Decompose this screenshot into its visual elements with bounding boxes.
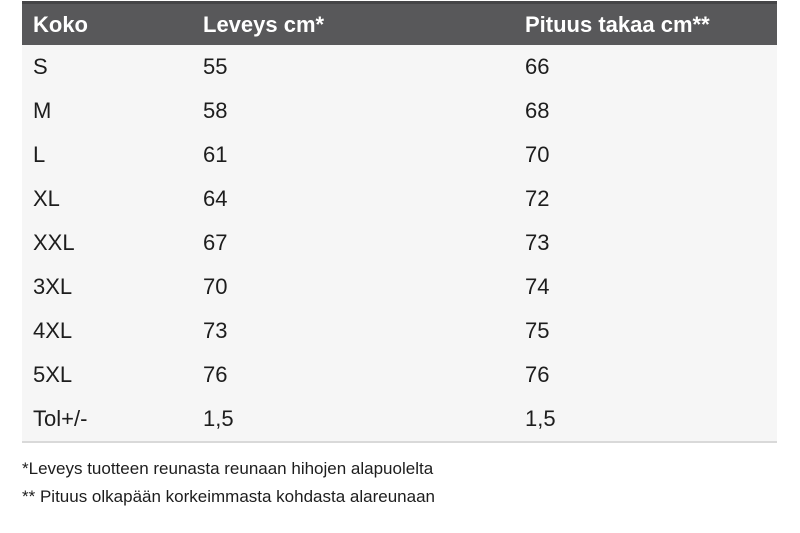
column-header-size: Koko: [33, 11, 88, 37]
table-row: [22, 265, 777, 309]
table-body: [22, 45, 777, 441]
length-cell: 68: [525, 98, 550, 123]
length-cell: 73: [525, 230, 550, 255]
length-cell: 66: [525, 54, 550, 79]
length-cell: 72: [525, 186, 550, 211]
width-cell: 55: [203, 54, 228, 79]
width-cell: 58: [203, 98, 228, 123]
table-header-row: [22, 1, 777, 45]
width-cell: 1,5: [203, 406, 234, 431]
footnotes: [22, 455, 435, 511]
column-header-width: Leveys cm*: [203, 11, 325, 37]
table-row: [22, 353, 777, 397]
table-row: [22, 309, 777, 353]
table-row: [22, 177, 777, 221]
size-cell: 3XL: [33, 274, 73, 299]
width-cell: 76: [203, 362, 228, 387]
length-cell: 74: [525, 274, 550, 299]
length-cell: 76: [525, 362, 550, 387]
width-cell: 67: [203, 230, 228, 255]
table-row: [22, 89, 777, 133]
size-cell: S: [33, 54, 48, 79]
footnote-length: ** Pituus olkapään korkeimmasta kohdasta alareunaan: [22, 487, 435, 506]
width-cell: 61: [203, 142, 228, 167]
width-cell: 73: [203, 318, 228, 343]
column-header-length: Pituus takaa cm**: [525, 11, 710, 37]
size-cell: Tol+/-: [33, 406, 88, 431]
size-chart-table: [22, 1, 777, 443]
length-cell: 70: [525, 142, 550, 167]
length-cell: 75: [525, 318, 550, 343]
size-cell: L: [33, 142, 46, 167]
size-cell: XL: [33, 186, 60, 211]
size-cell: 5XL: [33, 362, 73, 387]
width-cell: 70: [203, 274, 228, 299]
length-cell: 1,5: [525, 406, 556, 431]
width-cell: 64: [203, 186, 228, 211]
size-cell: XXL: [33, 230, 75, 255]
table-row: [22, 133, 777, 177]
size-cell: M: [33, 98, 52, 123]
table-row: [22, 45, 777, 89]
size-cell: 4XL: [33, 318, 73, 343]
table-row: [22, 397, 777, 441]
footnote-width: *Leveys tuotteen reunasta reunaan hihojen alapuolelta: [22, 459, 434, 478]
table-row: [22, 221, 777, 265]
